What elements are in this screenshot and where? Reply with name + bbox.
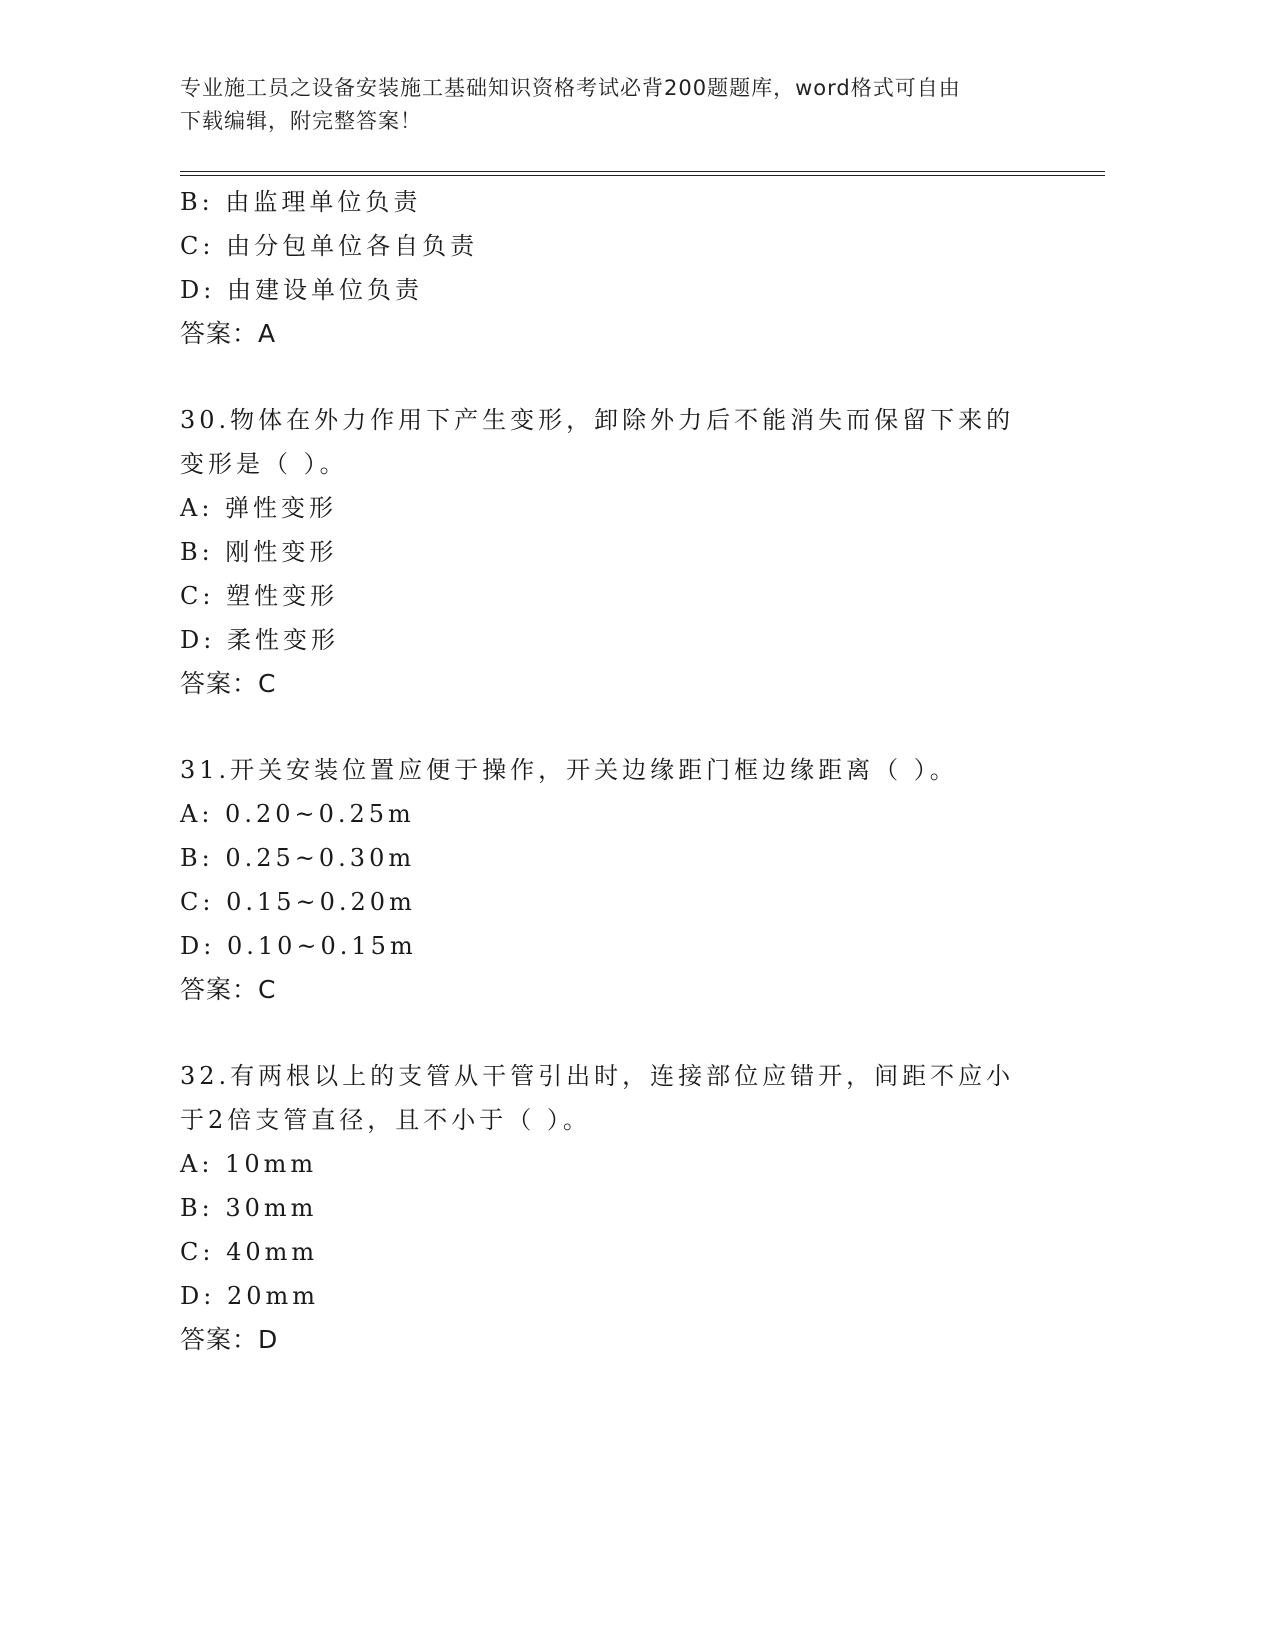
option-a: A: 10mm bbox=[180, 1150, 318, 1178]
header-title-line-2: 下载编辑，附完整答案！ bbox=[180, 109, 422, 133]
spacer bbox=[180, 1012, 1040, 1054]
document-header bbox=[180, 72, 1050, 138]
option-d: D: 由建设单位负责 bbox=[180, 276, 423, 304]
option-a: A: 0.20~0.25m bbox=[180, 800, 415, 828]
header-divider-top bbox=[180, 171, 1105, 172]
option-b: B: 刚性变形 bbox=[180, 538, 338, 566]
option-d: D: 0.10~0.15m bbox=[180, 932, 417, 960]
header-title-line-1: 专业施工员之设备安装施工基础知识资格考试必背200题题库，word格式可自由 bbox=[180, 76, 961, 100]
question-text: 32.有两根以上的支管从干管引出时，连接部位应错开，间距不应小于2倍支管直径，且不小于（ ）。 bbox=[180, 1062, 1015, 1134]
option-b: B: 0.25~0.30m bbox=[180, 844, 416, 872]
option-b: B: 由监理单位负责 bbox=[180, 188, 422, 216]
question-31-block bbox=[180, 748, 1040, 1012]
question-content bbox=[180, 180, 1040, 1362]
spacer bbox=[180, 356, 1040, 398]
question-text: 30.物体在外力作用下产生变形，卸除外力后不能消失而保留下来的变形是（ ）。 bbox=[180, 406, 1015, 478]
question-30-block bbox=[180, 398, 1040, 706]
header-divider-bottom bbox=[180, 175, 1105, 176]
answer-line: 答案：A bbox=[180, 319, 277, 348]
option-c: C: 0.15~0.20m bbox=[180, 888, 416, 916]
option-d: D: 20mm bbox=[180, 1282, 320, 1310]
option-c: C: 40mm bbox=[180, 1238, 319, 1266]
answer-line: 答案：D bbox=[180, 1325, 279, 1354]
option-b: B: 30mm bbox=[180, 1194, 318, 1222]
previous-question-block bbox=[180, 180, 1040, 356]
question-32-block bbox=[180, 1054, 1040, 1362]
question-text: 31.开关安装位置应便于操作，开关边缘距门框边缘距离（ ）。 bbox=[180, 756, 958, 784]
option-c: C: 塑性变形 bbox=[180, 582, 339, 610]
option-c: C: 由分包单位各自负责 bbox=[180, 232, 479, 260]
option-d: D: 柔性变形 bbox=[180, 626, 339, 654]
answer-line: 答案：C bbox=[180, 975, 277, 1004]
answer-line: 答案：C bbox=[180, 669, 277, 698]
option-a: A: 弹性变形 bbox=[180, 494, 338, 522]
spacer bbox=[180, 706, 1040, 748]
